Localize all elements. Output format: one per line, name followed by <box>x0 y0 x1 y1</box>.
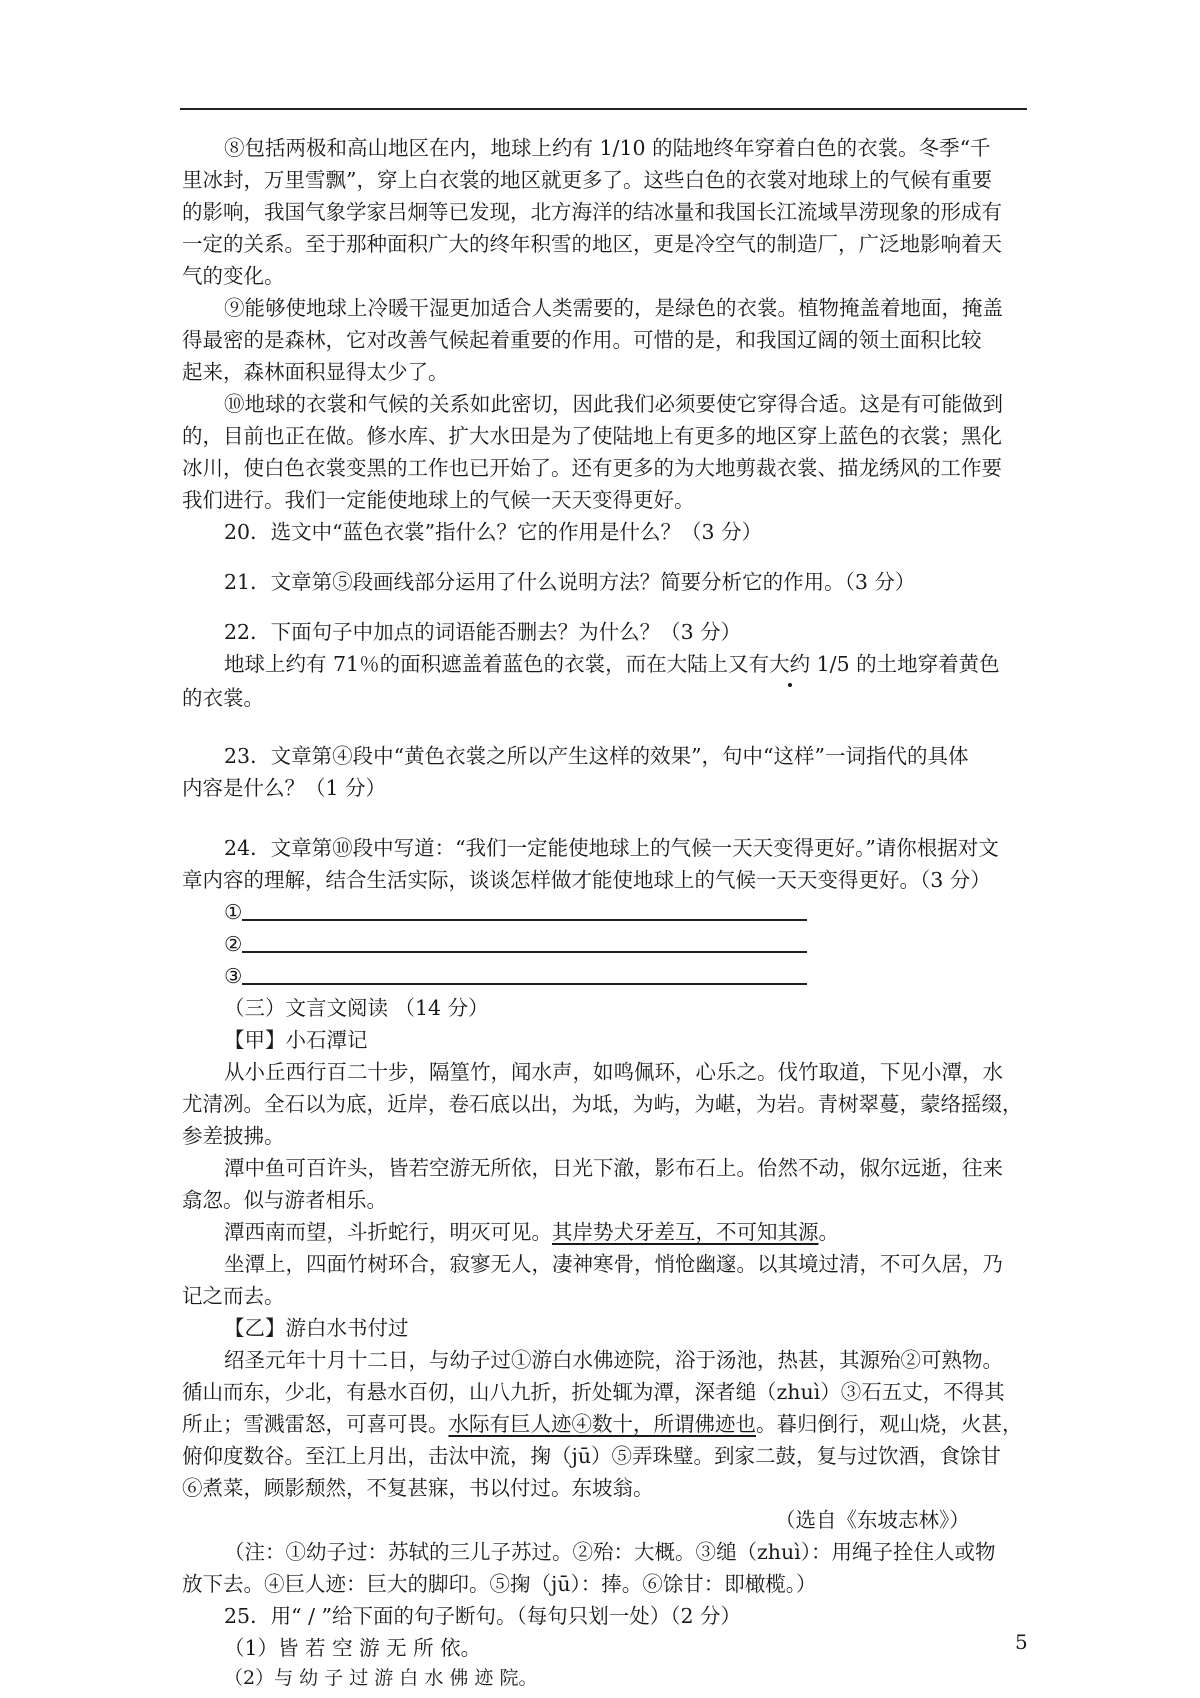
yi-line-1: 绍圣元年十月十二日，与幼子过①游白水佛迹院，浴于汤池，热甚，其源殆②可熟物。 <box>224 1348 1003 1372</box>
header-rule <box>180 108 1027 110</box>
notes-line-2: 放下去。④巨人迹：巨大的脚印。⑤掬（jū）：捧。⑥馀甘：即橄榄。） <box>182 1572 817 1596</box>
yi-line-3-text-a: 所止；雪溅雷怒，可喜可畏。 <box>182 1412 449 1436</box>
jia-p4-line-2: 记之而去。 <box>182 1284 285 1308</box>
answer-blank-1[interactable] <box>242 899 807 921</box>
yi-line-4: 俯仰度数谷。至江上月出，击汰中流，掬（jū）⑤弄珠璧。到家二鼓，复与过饮酒，食馀甘 <box>182 1444 1002 1468</box>
jia-p2-line-2: 翕忽。似与游者相乐。 <box>182 1188 387 1212</box>
question-23-line-1: 23．文章第④段中“黄色衣裳之所以产生这样的效果”，句中“这样”一词指代的具体 <box>224 744 969 768</box>
answer-line-3 <box>224 962 807 990</box>
yi-title: 【乙】游白水书付过 <box>224 1316 409 1340</box>
p8-line-3: 的影响，我国气象学家吕炯等已发现，北方海洋的结冰量和我国长江流域旱涝现象的形成有 <box>182 200 1002 224</box>
jia-p4-line-1: 坐潭上，四面竹树环合，寂寥无人，凄神寒骨，悄怆幽邃。以其境过清，不可久居，乃 <box>224 1252 1003 1276</box>
p10-line-1: ⑩地球的衣裳和气候的关系如此密切，因此我们必须要使它穿得合适。这是有可能做到 <box>224 392 1003 416</box>
question-20: 20．选文中“蓝色衣裳”指什么？它的作用是什么？（3 分） <box>224 520 763 544</box>
question-25: 25．用“ / ”给下面的句子断句。（每句只划一处）（2 分） <box>224 1604 742 1628</box>
answer-blank-2[interactable] <box>242 931 807 953</box>
section-3-title: （三）文言文阅读 （14 分） <box>224 996 489 1020</box>
yi-line-3-underlined: 水际有巨人迹④数十，所谓佛迹也 <box>448 1412 756 1436</box>
q22-text-b: 1/5 的土地穿着黄色 <box>810 652 1000 676</box>
answer-blank-3[interactable] <box>242 963 807 985</box>
jia-p1-line-3: 参差披拂。 <box>182 1124 285 1148</box>
yi-line-5: ⑥煮菜，顾影颓然，不复甚寐，书以付过。东坡翁。 <box>182 1476 654 1500</box>
answer-marker-3: ③ <box>224 964 243 988</box>
p9-line-2: 得最密的是森林，它对改善气候起着重要的作用。可惜的是，和我国辽阔的领土面积比较 <box>182 328 982 352</box>
answer-line-1 <box>224 898 807 926</box>
question-25-sentence-1: （1）皆 若 空 游 无 所 依。 <box>224 1636 482 1660</box>
p10-line-3: 冰川，使白色衣裳变黑的工作也已开始了。还有更多的为大地剪裁衣裳、描龙绣风的工作要 <box>182 456 1002 480</box>
question-22: 22．下面句子中加点的词语能否删去？为什么？（3 分） <box>224 620 742 644</box>
jia-p2-line-1: 潭中鱼可百许头，皆若空游无所依，日光下澈，影布石上。佁然不动，俶尔远逝，往来 <box>224 1156 1003 1180</box>
yi-line-3-text-b: 。暮归倒行，观山烧，火甚， <box>756 1412 1023 1436</box>
answer-line-2 <box>224 930 807 958</box>
answer-marker-1: ① <box>224 900 243 924</box>
yi-source: （选自《东坡志林》） <box>775 1508 970 1532</box>
jia-title: 【甲】小石潭记 <box>224 1028 368 1052</box>
jia-p3-underlined: 其岸势犬牙差互，不可知其源 <box>552 1220 819 1244</box>
p9-line-1: ⑨能够使地球上冷暖干湿更加适合人类需要的，是绿色的衣裳。植物掩盖着地面，掩盖 <box>224 296 1003 320</box>
yi-line-2: 循山而东，少北，有悬水百仞，山八九折，折处辄为潭，深者缒（zhuì）③石五丈，不得其 <box>182 1380 1005 1404</box>
page-number: 5 <box>1015 1630 1028 1654</box>
q22-text-a: 地球上约有 71％的面积遮盖着蓝色的衣裳，而在大陆上又有 <box>224 652 770 676</box>
p9-line-3: 起来，森林面积显得太少了。 <box>182 360 449 384</box>
answer-marker-2: ② <box>224 932 243 956</box>
p8-line-5: 气的变化。 <box>182 264 285 288</box>
question-23-line-2: 内容是什么？（1 分） <box>182 776 387 800</box>
question-24-line-1: 24．文章第⑩段中写道：“我们一定能使地球上的气候一天天变得更好。”请你根据对文 <box>224 836 999 860</box>
question-24-line-2: 章内容的理解，结合生活实际，谈谈怎样做才能使地球上的气候一天天变得更好。（3 分） <box>182 868 991 892</box>
question-22-sentence <box>224 650 1000 678</box>
question-21: 21．文章第⑤段画线部分运用了什么说明方法？简要分析它的作用。（3 分） <box>224 570 916 594</box>
question-22-sentence-end: 的衣裳。 <box>182 686 264 710</box>
p10-line-4: 我们进行。我们一定能使地球上的气候一天天变得更好。 <box>182 488 695 512</box>
q22-dotted-word: 大约 <box>769 652 811 676</box>
p8-line-1: ⑧包括两极和高山地区在内，地球上约有 1/10 的陆地终年穿着白色的衣裳。冬季“千 <box>224 136 991 160</box>
jia-p3-text-a: 潭西南而望，斗折蛇行，明灭可见。 <box>224 1220 552 1244</box>
question-25-sentence-2: （2）与 幼 子 过 游 白 水 佛 迹 院。 <box>224 1667 538 1689</box>
jia-p1-line-1: 从小丘西行百二十步，隔篁竹，闻水声，如鸣佩环，心乐之。伐竹取道，下见小潭，水 <box>224 1060 1003 1084</box>
jia-p3-text-b: 。 <box>818 1220 839 1244</box>
p8-line-4: 一定的关系。至于那种面积广大的终年积雪的地区，更是冷空气的制造厂，广泛地影响着天 <box>182 232 1002 256</box>
jia-p3 <box>224 1218 839 1246</box>
yi-line-3 <box>182 1410 1023 1438</box>
p10-line-2: 的，目前也正在做。修水库、扩大水田是为了使陆地上有更多的地区穿上蓝色的衣裳；黑化 <box>182 424 1002 448</box>
p8-line-2: 里冰封，万里雪飘”，穿上白衣裳的地区就更多了。这些白色的衣裳对地球上的气候有重要 <box>182 168 992 192</box>
jia-p1-line-2: 尤清冽。全石以为底，近岸，卷石底以出，为坻，为屿，为嵁，为岩。青树翠蔓，蒙络摇缀， <box>182 1092 1023 1116</box>
notes-line-1: （注：①幼子过：苏轼的三儿子苏过。②殆：大概。③缒（zhuì）：用绳子拴住人或物 <box>224 1540 996 1564</box>
